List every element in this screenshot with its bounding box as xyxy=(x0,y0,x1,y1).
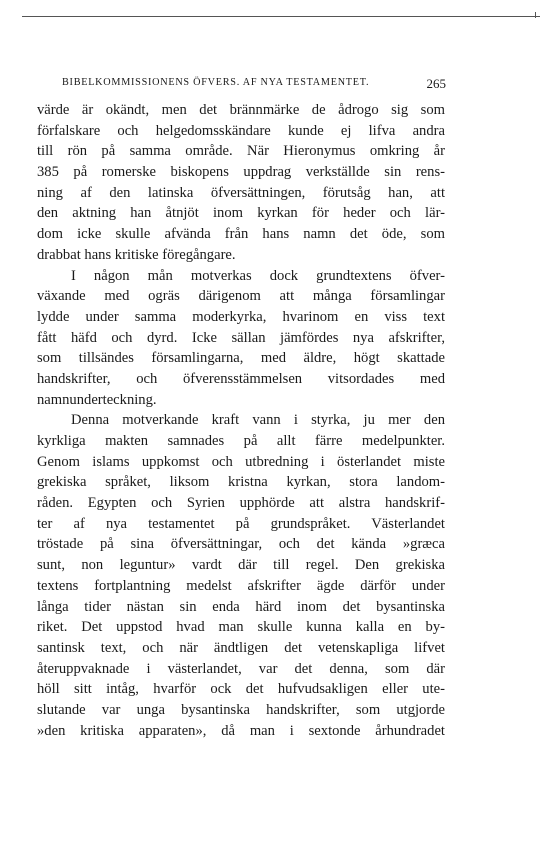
text-line: drabbat hans kritiske föregångare. xyxy=(37,246,236,263)
text-line: grekiska språket, liksom kristna kyrkan, stora landom- xyxy=(37,474,445,491)
text-line: »den kritiska apparaten», då man i sextonde århundradet xyxy=(37,722,445,739)
text-line: handskrifter, och öfverensstämmelsen vitsordades med xyxy=(37,370,445,387)
text-line: höll sitt intåg, hvarför ock det hufvudsakligen eller ute- xyxy=(37,681,445,698)
text-line: fått häfd och dyrd. Icke sällan jämfördes nya afskrifter, xyxy=(37,329,445,346)
text-line: namnunderteckning. xyxy=(37,391,157,408)
text-line: lydde under samma moderkyrka, hvarinom en viss text xyxy=(37,308,445,325)
text-line: ter af nya testamentet på grundspråket. Västerlandet xyxy=(37,515,445,532)
text-line: långa tider nästan sin enda härd inom det bysantinska xyxy=(37,598,445,615)
text-line: I någon mån motverkas dock grundtextens öfver- xyxy=(71,267,445,284)
top-rule-tick xyxy=(535,12,536,18)
text-line: slutande var unga bysantinska handskrifter, som utgjorde xyxy=(37,701,445,718)
text-line: växande med ogräs därigenom att många församlingar xyxy=(37,288,445,305)
text-line: förfalskare och helgedomsskändare kunde ej lifva andra xyxy=(37,122,445,139)
page-number: 265 xyxy=(426,76,446,91)
text-line: 385 på romerske biskopens uppdrag verkställde sin rens- xyxy=(37,164,445,181)
text-line: textens fortplantning medelst afskrifter ägde därför under xyxy=(37,577,445,594)
text-line: ning af den latinska öfversättningen, förutsåg han, att xyxy=(37,184,445,201)
text-line: dom icke skulle afvända från hans namn det öde, som xyxy=(37,226,445,243)
text-line: Genom islams uppkomst och utbredning i österlandet miste xyxy=(37,453,445,470)
text-line: den aktning han åtnjöt inom kyrkan för heder och lär- xyxy=(37,205,445,222)
text-line: sunt, non leguntur» vardt där till regel. Den grekiska xyxy=(37,557,445,574)
paragraph-1 xyxy=(37,100,445,266)
text-line: till rön på samma område. När Hieronymus omkring år xyxy=(37,143,445,160)
paragraph-3 xyxy=(37,410,445,741)
text-line: tröstade på sina öfversättningar, och det kända »græca xyxy=(37,536,445,553)
text-line: värde är okändt, men det brännmärke de ådrogo sig som xyxy=(37,102,445,118)
text-line: återuppvaknade i västerlandet, var det denna, som där xyxy=(37,660,445,677)
text-line: kyrkliga makten samnades på allt färre medelpunkter. xyxy=(37,433,445,449)
text-line: Denna motverkande kraft vann i styrka, ju mer den xyxy=(71,412,445,429)
text-line: råden. Egypten och Syrien upphörde att alstra handskrif- xyxy=(37,495,445,512)
text-line: santinsk text, och när ändtligen det vetenskapliga lifvet xyxy=(37,639,445,656)
body-text xyxy=(37,100,445,741)
top-rule xyxy=(22,16,540,17)
text-line: riket. Det uppstod hvad man skulle kunna kalla en by- xyxy=(37,619,445,636)
text-line: som tillsändes församlingarna, med äldre, högt skattade xyxy=(37,350,445,367)
page-header xyxy=(62,76,446,92)
paragraph-2 xyxy=(37,266,445,411)
running-title: BIBELKOMMISSIONENS ÖFVERS. AF NYA TESTAMENTET. xyxy=(62,77,370,88)
